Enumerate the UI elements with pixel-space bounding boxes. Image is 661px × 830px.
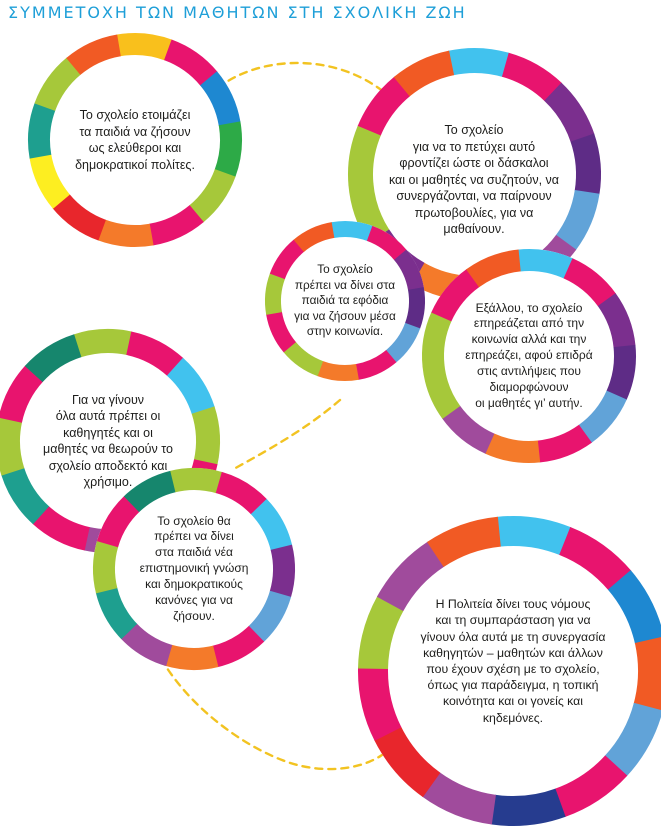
dashed-connector (232, 400, 340, 470)
bubble-text-society-influence: Εξάλλου, το σχολείο επηρεάζεται από την κοινωνία αλλά και την επηρεάζει, αφού επιδρά στις αντιλήψεις που διαμορφώνουν οι μαθητές γι’ αυτήν. (465, 300, 593, 410)
ring-segment (192, 406, 220, 465)
bubble-text-teachers-students-discuss: Το σχολείο για να το πετύχει αυτό φροντίζει ώστε οι δάσκαλοι και οι μαθητές να συζητούν, να συνεργάζονται, να παίρνουν πρωτοβουλίες, για να μαθαίνουν. (388, 123, 560, 237)
ring-segment (165, 645, 218, 670)
bubble-text-useful-school: Για να γίνουν όλα αυτά πρέπει οι καθηγητές και οι μαθητές να θεωρούν το σχολείο αποδεκτό και χρήσιμο. (43, 392, 173, 489)
ring-segment (93, 540, 118, 593)
ring-segment (270, 545, 295, 598)
bubble-text-state-laws: Η Πολιτεία δίνει τους νόμους και τη συμπαράσταση για να γίνουν όλα αυτά με τη συνεργασία καθηγητών – μαθητών και άλλων που έχουν σχέση με το σχολείο, όπως για παράδειγμα, η τοπική κοινότητα και οι γονείς και κηδεμόνες. (420, 597, 606, 725)
bubble-text-scientific-knowledge: Το σχολείο θα πρέπει να δίνει στα παιδιά νέα επιστημονική γνώση και δημοκρατικούς κανόνες για να ζήσουν. (139, 513, 249, 623)
bubble-text-provide-supplies: Το σχολείο πρέπει να δίνει στα παιδιά τα εφόδια για να ζήσουν μέσα στην κοινωνία. (294, 262, 396, 339)
page-title: ΣΥΜΜΕΤΟΧΗ ΤΩΝ ΜΑΘΗΤΩΝ ΣΤΗ ΣΧΟΛΙΚΗ ΖΩΗ (8, 3, 467, 22)
ring-segment (448, 48, 509, 77)
bubble-text-prepares-free-citizens: Το σχολείο ετοιμάζει τα παιδιά να ζήσουν ως ελεύθεροι και δημοκρατικοί πολίτες. (75, 108, 195, 172)
